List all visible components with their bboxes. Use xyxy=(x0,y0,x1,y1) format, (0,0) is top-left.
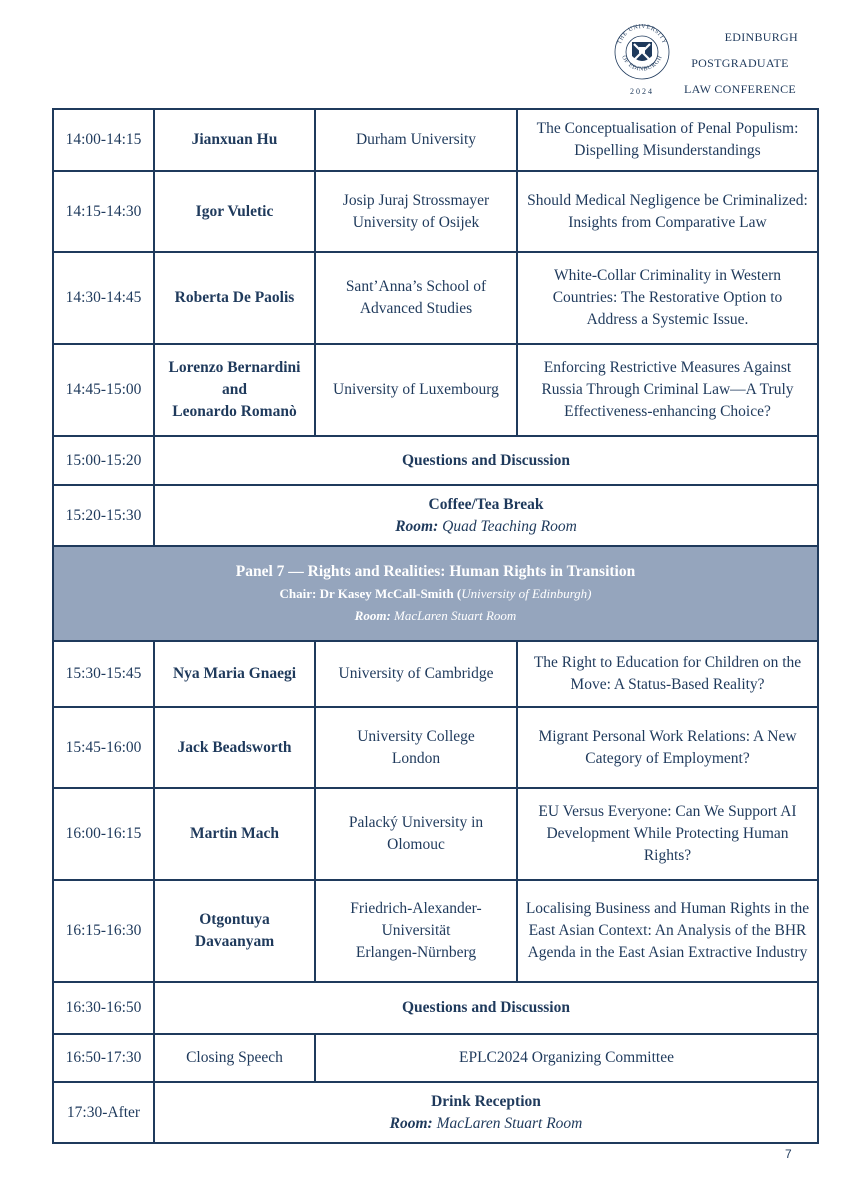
table-row xyxy=(53,788,818,880)
break-room xyxy=(161,516,811,538)
speaker-cell: Jianxuan Hu xyxy=(154,109,315,171)
conference-name xyxy=(678,24,802,102)
table-row xyxy=(53,252,818,344)
speaker-cell: Jack Beadsworth xyxy=(154,707,315,788)
institution-cell: Sant’Anna’s School of Advanced Studies xyxy=(315,252,517,344)
room-name: MacLaren Stuart Room xyxy=(436,1114,583,1132)
panel-chair xyxy=(60,583,811,605)
time-cell: 16:30-16:50 xyxy=(53,982,154,1034)
panel-room xyxy=(60,605,811,627)
paper-title-cell: The Conceptualisation of Penal Populism: Dispelling Misunderstandings xyxy=(517,109,818,171)
speaker-name-line-1: Otgontuya xyxy=(199,911,270,928)
institution-cell xyxy=(315,880,517,982)
time-cell: 15:20-15:30 xyxy=(53,485,154,546)
panel-title: Panel 7 — Rights and Realities: Human Rights in Transition xyxy=(235,562,636,580)
seal-year: 2024 xyxy=(630,87,654,96)
time-cell: 14:00-14:15 xyxy=(53,109,154,171)
speaker-name-1: Lorenzo Bernardini xyxy=(168,359,301,376)
room-name: Quad Teaching Room xyxy=(442,517,577,535)
speaker-cell: Nya Maria Gnaegi xyxy=(154,641,315,707)
seal-ring-top: THE UNIVERSITY xyxy=(616,23,668,46)
speaker-cell xyxy=(154,880,315,982)
break-label: Coffee/Tea Break xyxy=(428,495,544,513)
time-cell: 15:30-15:45 xyxy=(53,641,154,707)
paper-title-cell: White-Collar Criminality in Western Countries: The Restorative Option to Address a Systemic Issue. xyxy=(517,252,818,344)
reception-label: Drink Reception xyxy=(431,1092,541,1110)
time-cell: 16:15-16:30 xyxy=(53,880,154,982)
table-row xyxy=(53,109,818,171)
institution-cell: Josip Juraj Strossmayer University of Osijek xyxy=(315,171,517,252)
page-number: 7 xyxy=(785,1147,792,1161)
reception-room xyxy=(161,1113,811,1135)
table-row xyxy=(53,436,818,485)
speaker-name-2: Leonardo Romanò xyxy=(172,403,297,420)
panel-header-row xyxy=(53,546,818,641)
institution-line-1: Friedrich-Alexander- xyxy=(350,900,482,917)
time-cell: 17:30-After xyxy=(53,1082,154,1143)
seal-ring-bottom: OF EDINBURGH xyxy=(620,54,664,73)
paper-title-cell: Localising Business and Human Rights in the East Asian Context: An Analysis of the BHR Agenda in the East Asian Extractive Industry xyxy=(517,880,818,982)
institution-cell: Palacký University in Olomouc xyxy=(315,788,517,880)
speaker-name-line-2: Davaanyam xyxy=(194,933,275,950)
time-cell: 16:50-17:30 xyxy=(53,1034,154,1082)
panel-header xyxy=(53,546,818,641)
institution-cell: University College London xyxy=(315,707,517,788)
speaker-joiner: and xyxy=(222,381,247,398)
room-label: Room: xyxy=(395,517,439,535)
room-label: Room: xyxy=(389,1114,433,1132)
paper-title-cell: The Right to Education for Children on the Move: A Status-Based Reality? xyxy=(517,641,818,707)
paper-title-cell: EU Versus Everyone: Can We Support AI Development While Protecting Human Rights? xyxy=(517,788,818,880)
table-row xyxy=(53,880,818,982)
paper-title-cell: Migrant Personal Work Relations: A New Category of Employment? xyxy=(517,707,818,788)
paper-title-cell: Enforcing Restrictive Measures Against Russia Through Criminal Law—A Truly Effectiveness-enhancing Choice? xyxy=(517,344,818,436)
speaker-cell: Roberta De Paolis xyxy=(154,252,315,344)
table-row xyxy=(53,1034,818,1082)
questions-discussion: Questions and Discussion xyxy=(154,436,818,485)
table-row xyxy=(53,641,818,707)
table-row xyxy=(53,485,818,546)
page-header xyxy=(612,18,802,98)
room-name: MacLaren Stuart Room xyxy=(394,607,517,623)
closing-speech-cell: Closing Speech xyxy=(154,1034,315,1082)
speaker-cell: Igor Vuletic xyxy=(154,171,315,252)
institution-cell: Durham University xyxy=(315,109,517,171)
time-cell: 15:00-15:20 xyxy=(53,436,154,485)
table-row xyxy=(53,982,818,1034)
time-cell: 16:00-16:15 xyxy=(53,788,154,880)
university-seal-icon xyxy=(612,20,672,100)
chair-affiliation: University of Edinburgh) xyxy=(461,585,592,601)
drink-reception xyxy=(154,1082,818,1143)
table-row xyxy=(53,707,818,788)
conference-line-3: LAW CONFERENCE xyxy=(683,82,797,96)
speaker-cell xyxy=(154,344,315,436)
paper-title-cell: Should Medical Negligence be Criminalized: Insights from Comparative Law xyxy=(517,171,818,252)
institution-cell: University of Luxembourg xyxy=(315,344,517,436)
conference-line-1: EDINBURGH xyxy=(724,30,798,44)
speaker-cell: Martin Mach xyxy=(154,788,315,880)
coffee-break xyxy=(154,485,818,546)
time-cell: 14:15-14:30 xyxy=(53,171,154,252)
time-cell: 14:45-15:00 xyxy=(53,344,154,436)
table-row xyxy=(53,344,818,436)
chair-label: Chair: Dr Kasey McCall-Smith ( xyxy=(279,585,462,601)
institution-line-2: Universität xyxy=(381,922,451,939)
room-label: Room: xyxy=(354,607,391,623)
institution-line-3: Erlangen-Nürnberg xyxy=(355,944,477,961)
time-cell: 15:45-16:00 xyxy=(53,707,154,788)
schedule-table xyxy=(52,108,819,1144)
conference-line-2: POSTGRADUATE xyxy=(691,56,789,70)
institution-cell: University of Cambridge xyxy=(315,641,517,707)
table-row xyxy=(53,1082,818,1143)
questions-discussion: Questions and Discussion xyxy=(154,982,818,1034)
table-row xyxy=(53,171,818,252)
time-cell: 14:30-14:45 xyxy=(53,252,154,344)
organizer-cell: EPLC2024 Organizing Committee xyxy=(315,1034,818,1082)
